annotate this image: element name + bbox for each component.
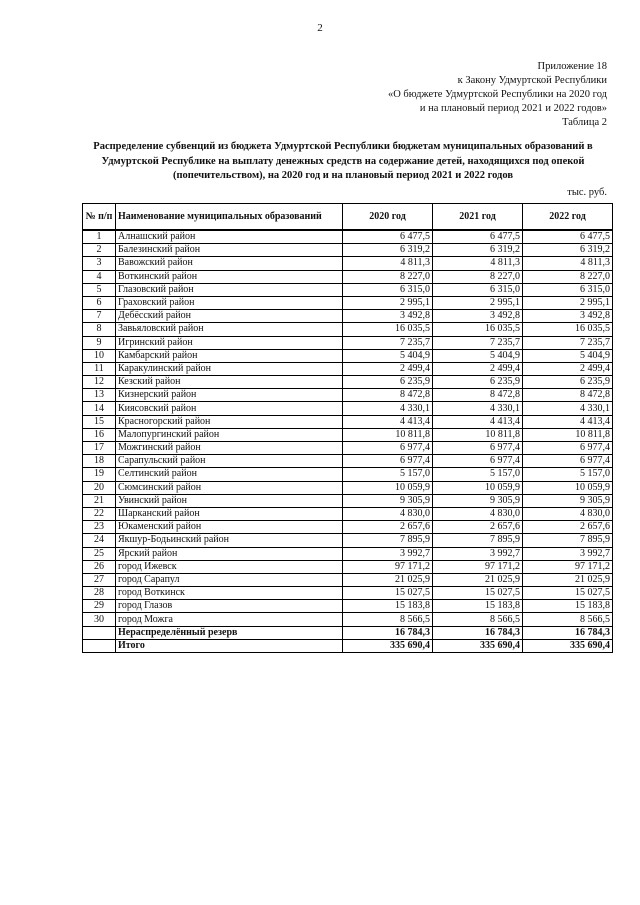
table-row xyxy=(83,573,613,586)
value-2020: 6 315,0 xyxy=(343,283,433,296)
row-number: 2 xyxy=(83,244,116,257)
table-row xyxy=(83,587,613,600)
value-2020: 10 059,9 xyxy=(343,481,433,494)
table-row xyxy=(83,376,613,389)
total-row-2021: 335 690,4 xyxy=(433,639,523,652)
subventions-table xyxy=(82,203,613,653)
appendix-line-1: Приложение 18 xyxy=(537,61,607,72)
value-2021: 21 025,9 xyxy=(433,573,523,586)
total-row-2020: 335 690,4 xyxy=(343,639,433,652)
header-number: № п/п xyxy=(83,204,116,231)
municipality-name: Шарканский район xyxy=(116,507,343,520)
table-row xyxy=(83,257,613,270)
value-2020: 2 657,6 xyxy=(343,521,433,534)
municipality-name: город Сарапул xyxy=(116,573,343,586)
value-2021: 6 977,4 xyxy=(433,455,523,468)
table-row xyxy=(83,323,613,336)
value-2020: 5 157,0 xyxy=(343,468,433,481)
value-2020: 2 995,1 xyxy=(343,296,433,309)
value-2022: 6 235,9 xyxy=(523,376,613,389)
municipality-name: Глазовский район xyxy=(116,283,343,296)
row-number: 3 xyxy=(83,257,116,270)
row-number: 25 xyxy=(83,547,116,560)
value-2021: 6 477,5 xyxy=(433,230,523,244)
municipality-name: Балезинский район xyxy=(116,244,343,257)
document-title xyxy=(78,140,608,184)
reserve-row xyxy=(83,626,613,639)
value-2022: 6 477,5 xyxy=(523,230,613,244)
municipality-name: Кезский район xyxy=(116,376,343,389)
appendix-line-4: и на плановый период 2021 и 2022 годов» xyxy=(419,103,607,114)
row-number: 13 xyxy=(83,389,116,402)
value-2021: 7 235,7 xyxy=(433,336,523,349)
value-2021: 16 035,5 xyxy=(433,323,523,336)
value-2021: 10 059,9 xyxy=(433,481,523,494)
value-2022: 6 315,0 xyxy=(523,283,613,296)
reserve-row-name: Нераспределённый резерв xyxy=(116,626,343,639)
municipality-name: Увинский район xyxy=(116,494,343,507)
municipality-name: Сарапульский район xyxy=(116,455,343,468)
municipality-name: Воткинский район xyxy=(116,270,343,283)
row-number: 29 xyxy=(83,600,116,613)
municipality-name: Красногорский район xyxy=(116,415,343,428)
value-2021: 4 830,0 xyxy=(433,507,523,520)
reserve-row-2021: 16 784,3 xyxy=(433,626,523,639)
value-2021: 15 027,5 xyxy=(433,587,523,600)
row-number: 10 xyxy=(83,349,116,362)
total-row-number xyxy=(83,639,116,652)
reserve-row-2022: 16 784,3 xyxy=(523,626,613,639)
row-number: 15 xyxy=(83,415,116,428)
municipality-name: Каракулинский район xyxy=(116,362,343,375)
reserve-row-2020: 16 784,3 xyxy=(343,626,433,639)
value-2021: 6 315,0 xyxy=(433,283,523,296)
row-number: 19 xyxy=(83,468,116,481)
table-row xyxy=(83,547,613,560)
value-2020: 8 472,8 xyxy=(343,389,433,402)
value-2020: 4 330,1 xyxy=(343,402,433,415)
row-number: 20 xyxy=(83,481,116,494)
value-2020: 97 171,2 xyxy=(343,560,433,573)
value-2020: 6 977,4 xyxy=(343,442,433,455)
value-2022: 8 566,5 xyxy=(523,613,613,626)
value-2021: 6 235,9 xyxy=(433,376,523,389)
value-2022: 6 977,4 xyxy=(523,442,613,455)
value-2022: 10 059,9 xyxy=(523,481,613,494)
row-number: 27 xyxy=(83,573,116,586)
value-2022: 5 157,0 xyxy=(523,468,613,481)
table-row xyxy=(83,494,613,507)
row-number: 24 xyxy=(83,534,116,547)
table-row xyxy=(83,481,613,494)
value-2020: 15 183,8 xyxy=(343,600,433,613)
value-2021: 6 977,4 xyxy=(433,442,523,455)
table-header-row xyxy=(83,204,613,231)
value-2020: 16 035,5 xyxy=(343,323,433,336)
value-2022: 16 035,5 xyxy=(523,323,613,336)
municipality-name: город Можга xyxy=(116,613,343,626)
municipality-name: Можгинский район xyxy=(116,442,343,455)
row-number: 18 xyxy=(83,455,116,468)
row-number: 4 xyxy=(83,270,116,283)
municipality-name: Юкаменский район xyxy=(116,521,343,534)
municipality-name: Алнашский район xyxy=(116,230,343,244)
value-2021: 7 895,9 xyxy=(433,534,523,547)
table-row xyxy=(83,296,613,309)
row-number: 7 xyxy=(83,310,116,323)
table-row xyxy=(83,521,613,534)
table-row xyxy=(83,415,613,428)
value-2021: 3 992,7 xyxy=(433,547,523,560)
value-2021: 2 995,1 xyxy=(433,296,523,309)
table-row xyxy=(83,442,613,455)
value-2020: 15 027,5 xyxy=(343,587,433,600)
row-number: 8 xyxy=(83,323,116,336)
municipality-name: город Ижевск xyxy=(116,560,343,573)
value-2022: 2 995,1 xyxy=(523,296,613,309)
value-2020: 4 811,3 xyxy=(343,257,433,270)
municipality-name: город Воткинск xyxy=(116,587,343,600)
row-number: 16 xyxy=(83,428,116,441)
title-line-3: (попечительством), на 2020 год и на плановый период 2021 и 2022 годов xyxy=(173,170,513,181)
appendix-line-2: к Закону Удмуртской Республики xyxy=(457,75,607,86)
total-row xyxy=(83,639,613,652)
value-2021: 8 566,5 xyxy=(433,613,523,626)
value-2022: 3 492,8 xyxy=(523,310,613,323)
municipality-name: Вавожский район xyxy=(116,257,343,270)
row-number: 14 xyxy=(83,402,116,415)
value-2022: 4 413,4 xyxy=(523,415,613,428)
value-2021: 10 811,8 xyxy=(433,428,523,441)
value-2021: 15 183,8 xyxy=(433,600,523,613)
table-row xyxy=(83,507,613,520)
municipality-name: Завьяловский район xyxy=(116,323,343,336)
row-number: 9 xyxy=(83,336,116,349)
reserve-row-number xyxy=(83,626,116,639)
row-number: 11 xyxy=(83,362,116,375)
table-row xyxy=(83,230,613,244)
row-number: 28 xyxy=(83,587,116,600)
municipality-name: город Глазов xyxy=(116,600,343,613)
table-row xyxy=(83,613,613,626)
municipality-name: Граховский район xyxy=(116,296,343,309)
municipality-name: Селтинский район xyxy=(116,468,343,481)
total-row-2022: 335 690,4 xyxy=(523,639,613,652)
value-2021: 6 319,2 xyxy=(433,244,523,257)
value-2020: 3 492,8 xyxy=(343,310,433,323)
value-2020: 7 895,9 xyxy=(343,534,433,547)
municipality-name: Дебёсский район xyxy=(116,310,343,323)
table-row xyxy=(83,468,613,481)
value-2022: 6 319,2 xyxy=(523,244,613,257)
municipality-name: Якшур-Бодьинский район xyxy=(116,534,343,547)
value-2021: 5 157,0 xyxy=(433,468,523,481)
value-2021: 97 171,2 xyxy=(433,560,523,573)
municipality-name: Кизнерский район xyxy=(116,389,343,402)
title-line-2: Удмуртской Республике на выплату денежных средств на содержание детей, находящихся под опекой xyxy=(101,155,585,167)
value-2021: 8 227,0 xyxy=(433,270,523,283)
value-2020: 6 319,2 xyxy=(343,244,433,257)
municipality-name: Ярский район xyxy=(116,547,343,560)
table-row xyxy=(83,455,613,468)
total-row-name: Итого xyxy=(116,639,343,652)
value-2022: 9 305,9 xyxy=(523,494,613,507)
row-number: 30 xyxy=(83,613,116,626)
row-number: 6 xyxy=(83,296,116,309)
municipality-name: Малопургинский район xyxy=(116,428,343,441)
row-number: 21 xyxy=(83,494,116,507)
row-number: 17 xyxy=(83,442,116,455)
appendix-line-3: «О бюджете Удмуртской Республики на 2020 год xyxy=(387,89,607,100)
row-number: 23 xyxy=(83,521,116,534)
value-2021: 8 472,8 xyxy=(433,389,523,402)
value-2020: 6 977,4 xyxy=(343,455,433,468)
row-number: 5 xyxy=(83,283,116,296)
value-2022: 3 992,7 xyxy=(523,547,613,560)
value-2020: 4 413,4 xyxy=(343,415,433,428)
row-number: 26 xyxy=(83,560,116,573)
appendix-block xyxy=(388,60,607,130)
value-2022: 2 499,4 xyxy=(523,362,613,375)
municipality-name: Игринский район xyxy=(116,336,343,349)
value-2020: 21 025,9 xyxy=(343,573,433,586)
value-2020: 4 830,0 xyxy=(343,507,433,520)
table-row xyxy=(83,428,613,441)
value-2022: 4 830,0 xyxy=(523,507,613,520)
value-2021: 2 657,6 xyxy=(433,521,523,534)
row-number: 1 xyxy=(83,230,116,244)
value-2021: 3 492,8 xyxy=(433,310,523,323)
row-number: 22 xyxy=(83,507,116,520)
value-2022: 8 227,0 xyxy=(523,270,613,283)
header-2020: 2020 год xyxy=(343,204,433,231)
value-2022: 2 657,6 xyxy=(523,521,613,534)
value-2022: 7 235,7 xyxy=(523,336,613,349)
value-2021: 4 330,1 xyxy=(433,402,523,415)
table-row xyxy=(83,349,613,362)
value-2020: 8 227,0 xyxy=(343,270,433,283)
value-2022: 5 404,9 xyxy=(523,349,613,362)
table-row xyxy=(83,600,613,613)
table-row xyxy=(83,336,613,349)
table-row xyxy=(83,534,613,547)
table-row xyxy=(83,362,613,375)
value-2020: 6 477,5 xyxy=(343,230,433,244)
header-2022: 2022 год xyxy=(523,204,613,231)
value-2020: 3 992,7 xyxy=(343,547,433,560)
value-2022: 6 977,4 xyxy=(523,455,613,468)
value-2021: 2 499,4 xyxy=(433,362,523,375)
value-2021: 4 811,3 xyxy=(433,257,523,270)
table-row xyxy=(83,283,613,296)
header-name: Наименование муниципальных образований xyxy=(116,204,343,231)
value-2022: 21 025,9 xyxy=(523,573,613,586)
value-2020: 5 404,9 xyxy=(343,349,433,362)
table-label: Таблица 2 xyxy=(562,117,607,128)
table-row xyxy=(83,402,613,415)
value-2022: 15 027,5 xyxy=(523,587,613,600)
value-2022: 8 472,8 xyxy=(523,389,613,402)
value-2020: 8 566,5 xyxy=(343,613,433,626)
value-2021: 4 413,4 xyxy=(433,415,523,428)
municipality-name: Сюмсинский район xyxy=(116,481,343,494)
table-row xyxy=(83,244,613,257)
value-2022: 10 811,8 xyxy=(523,428,613,441)
row-number: 12 xyxy=(83,376,116,389)
value-2022: 4 330,1 xyxy=(523,402,613,415)
page-number: 2 xyxy=(317,22,323,34)
value-2022: 7 895,9 xyxy=(523,534,613,547)
value-2020: 9 305,9 xyxy=(343,494,433,507)
value-2022: 4 811,3 xyxy=(523,257,613,270)
municipality-name: Камбарский район xyxy=(116,349,343,362)
value-2021: 9 305,9 xyxy=(433,494,523,507)
table-row xyxy=(83,389,613,402)
value-2020: 7 235,7 xyxy=(343,336,433,349)
title-line-1: Распределение субвенций из бюджета Удмуртской Республики бюджетам муниципальных образований в xyxy=(93,141,593,152)
table-row xyxy=(83,310,613,323)
value-2021: 5 404,9 xyxy=(433,349,523,362)
value-2020: 2 499,4 xyxy=(343,362,433,375)
table-row xyxy=(83,270,613,283)
table-row xyxy=(83,560,613,573)
value-2020: 10 811,8 xyxy=(343,428,433,441)
value-2022: 97 171,2 xyxy=(523,560,613,573)
municipality-name: Киясовский район xyxy=(116,402,343,415)
value-2020: 6 235,9 xyxy=(343,376,433,389)
header-2021: 2021 год xyxy=(433,204,523,231)
value-2022: 15 183,8 xyxy=(523,600,613,613)
unit-label: тыс. руб. xyxy=(567,187,607,198)
